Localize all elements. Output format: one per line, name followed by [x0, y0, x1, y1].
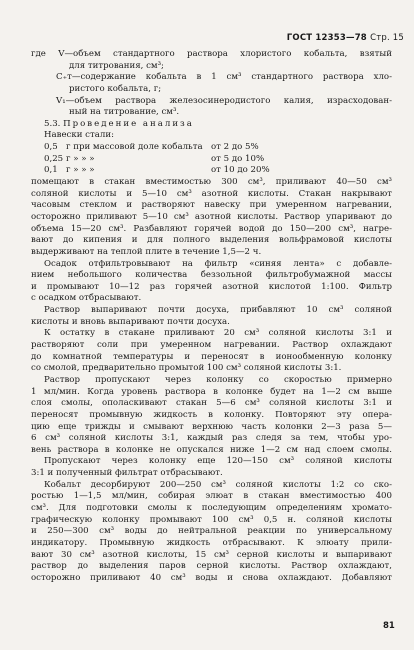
sample-row — [31, 165, 392, 177]
body-text — [31, 49, 392, 584]
paragraph-line: К остатку в стакане приливают 20 см³ соляной кислоты 3:1 и — [44, 328, 392, 339]
sample-mass: 0,5 — [44, 142, 58, 153]
sample-mass: 0,25 — [44, 153, 64, 164]
paragraph-line: раствор до выделения паров серной кислоты. Раствор охлаждают, — [31, 561, 392, 572]
sample-unit: г » » » — [66, 153, 95, 164]
samples-heading: Навески стали: — [44, 130, 114, 141]
paragraph-line: Кобальт десорбируют 200—250 см³ соляной кислоты 1:2 со ско- — [44, 479, 392, 490]
paragraph-line: соляной кислоты и 5—10 см³ азотной кислоты. Стакан накрывают — [31, 188, 392, 199]
sample-range: от 2 до 5% — [211, 142, 259, 153]
paragraph-line: объема 15—20 см³. Разбавляют горячей водой до 150—200 см³, нагре- — [31, 223, 392, 234]
sample-row — [31, 142, 392, 154]
definition-line: ристого кобальта, г; — [69, 83, 162, 94]
paragraph-line: кислоты и вновь выпаривают почти досуха. — [31, 316, 230, 327]
paragraph-line: 6 см³ соляной кислоты 3:1, каждый раз следя за тем, чтобы уро- — [31, 433, 392, 444]
definition-line: для титрования, см³; — [69, 60, 164, 71]
paragraph-line: Пропускают через колонку еще 120—150 см³ соляной кислоты — [44, 456, 392, 467]
sample-unit: г » » » — [66, 165, 95, 176]
paragraph-line: вают до кипения и для полного выделения вольфрамовой кислоты — [31, 235, 392, 246]
paragraph-line: графическую колонку промывают 100 см³ 0,5 н. соляной кислоты — [31, 514, 392, 525]
sample-mass: 0,1 — [44, 165, 58, 176]
paragraph-line: растворяют соли при умеренном нагревании. Раствор охлаждают — [31, 340, 392, 351]
paragraph-line: слоя смолы, ополаскивают стакан 5—6 см³ соляной кислоты 3:1 и — [31, 398, 392, 409]
paragraph-line: цию еще трижды и смывают верхнюю часть колонки 2—3 раза 5— — [31, 421, 392, 432]
paragraph-line: помещают в стакан вместимостью 300 см³, приливают 40—50 см³ — [31, 177, 392, 188]
paragraph-line: со смолой, предварительно промытой 100 см³ соляной кислоты 3:1. — [31, 363, 342, 374]
sample-range: от 5 до 10% — [211, 153, 265, 164]
paragraph-line: вают 30 см³ азотной кислоты, 15 см³ серной кислоты и выпаривают — [31, 549, 392, 560]
section-title: Проведение анализа — [63, 118, 194, 129]
definition-line: V₁—объем раствора железосинеродистого калия, израсходован- — [56, 95, 392, 106]
definition-line: C₊т—содержание кобальта в 1 см³ стандартного раствора хло- — [56, 72, 392, 83]
section-heading — [31, 119, 392, 131]
sample-range: от 10 до 20% — [211, 165, 270, 176]
paragraph-line: с осадком отбрасывают. — [31, 293, 142, 304]
paragraph-line: до комнатной температуры и переносят в ионообменную колонку — [31, 351, 392, 362]
sample-unit: г при массовой доле кобальта — [66, 142, 203, 153]
definition-line: ный на титрование, см³. — [69, 107, 180, 118]
paragraph-line: Осадок отфильтровывают на фильтр «синяя лента» с добавле- — [44, 258, 392, 269]
sample-row — [31, 154, 392, 166]
section-number: 5.3. — [44, 118, 61, 129]
definition-line: где V—объем стандартного раствора хлористого кобальта, взятый — [31, 49, 392, 59]
paragraph-line: часовым стеклом и растворяют навеску при умеренном нагревании, — [31, 200, 392, 211]
paragraph-line: переносят промывную жидкость в колонку. Повторяют эту опера- — [31, 409, 392, 420]
paragraph-line: вень раствора в колонке не опускался ниже 1—2 см над слоем смолы. — [31, 444, 392, 455]
paragraph-line: нием небольшого количества беззольной фильтробумажной массы — [31, 270, 392, 281]
paragraph-line: ростью 1—1,5 мл/мин, собирая элюат в стакан вместимостью 400 — [31, 491, 392, 502]
paragraph-line: и 250—300 см³ воды до нейтральной реакции по универсальному — [31, 526, 392, 537]
paragraph-line: см³. Для подготовки смолы к последующим определениям хромато- — [31, 502, 392, 513]
paragraph-line: Раствор пропускают через колонку со скоростью примерно — [44, 374, 392, 385]
page-header — [287, 33, 404, 43]
paragraph-line: осторожно приливают 5—10 см³ азотной кислоты. Раствор упаривают до — [31, 211, 392, 222]
paragraph-line: индикатору. Промывную жидкость отбрасывают. К элюату прили- — [31, 537, 392, 548]
standard-number: ГОСТ 12353—78 — [286, 33, 367, 43]
paragraph-line: 3:1 и полученный фильтрат отбрасывают. — [31, 468, 223, 479]
paragraph-line: выдерживают на теплой плите в течение 1,5—2 ч. — [31, 246, 262, 257]
paragraph-line: Раствор выпаривают почти досуха, прибавляют 10 см³ соляной — [44, 305, 392, 316]
page-number: 81 — [383, 621, 395, 631]
page-label: Стр. 15 — [370, 33, 404, 43]
paragraph-line: 1 мл/мин. Когда уровень раствора в колонке будет на 1—2 см выше — [31, 386, 392, 397]
paragraph-line: и промывают 10—12 раз горячей азотной кислотой 1:100. Фильтр — [31, 281, 392, 292]
paragraph-line: осторожно приливают 40 см³ воды и снова охлаждают. Добавляют — [31, 572, 392, 583]
